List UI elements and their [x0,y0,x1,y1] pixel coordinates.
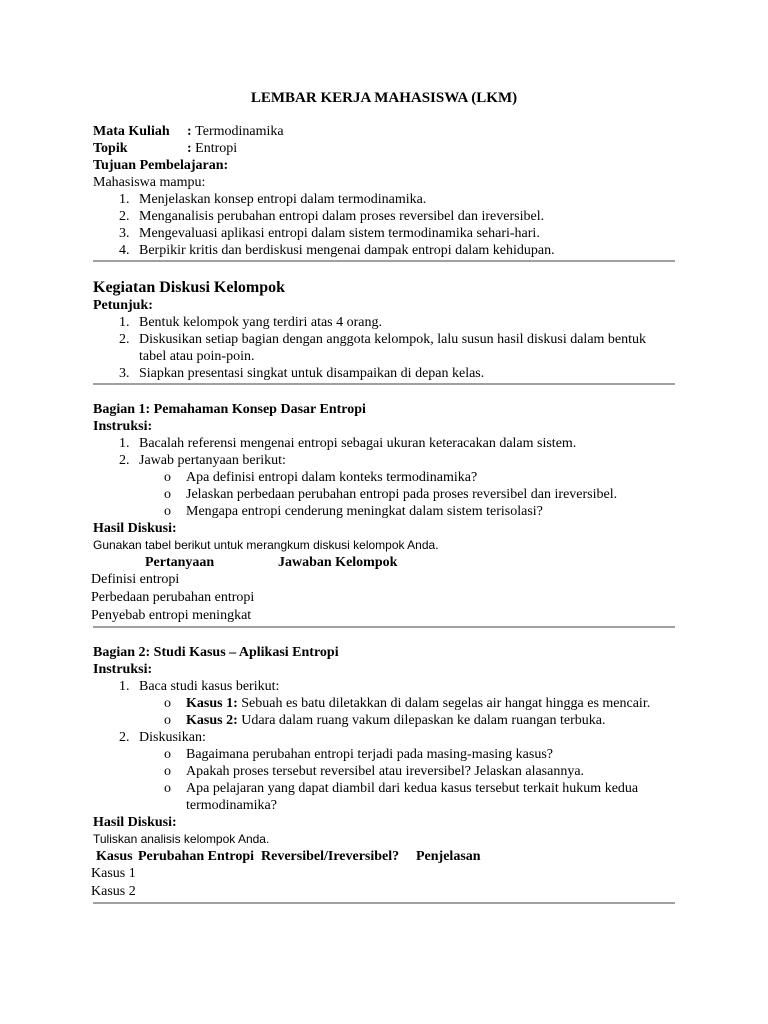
list-item: 1. Baca studi kasus berikut: [119,679,280,694]
list-item: o Mengapa entropi cenderung meningkat dalam sistem terisolasi? [164,504,543,519]
tujuan-list [93,191,675,259]
divider [93,383,675,385]
list-item: o Apa pelajaran yang dapat diambil dari kedua kasus tersebut terkait hukum kedua termodinamika? [164,781,639,813]
bagian2-list [93,729,675,746]
table-row: Kasus 1 [91,866,136,881]
tujuan-heading: Tujuan Pembelajaran: [93,158,229,173]
document-content [93,90,675,904]
list-item: 2. Jawab pertanyaan berikut: [119,453,286,468]
list-item: 2. Diskusikan: [119,730,206,745]
hasil-diskusi-note: Tuliskan analisis kelompok Anda. [93,832,270,846]
mata-kuliah-label: Mata Kuliah [93,124,170,139]
list-item: 1. Menjelaskan konsep entropi dalam termodinamika. [119,192,427,207]
tujuan-intro: Mahasiswa mampu: [93,175,206,190]
bagian2-list [93,678,675,695]
topik-row [93,140,675,157]
table-header-cell: Reversibel/Ireversibel? [261,849,400,864]
topik-label: Topik [93,141,128,156]
kegiatan-heading: Kegiatan Diskusi Kelompok [93,279,286,296]
mata-kuliah-value: Termodinamika [195,124,284,139]
list-item: o Apa definisi entropi dalam konteks termodinamika? [164,470,478,485]
table-row: Penyebab entropi meningkat [91,608,252,623]
list-item: o Bagaimana perubahan entropi terjadi pada masing-masing kasus? [164,747,553,762]
list-item: o Jelaskan perbedaan perubahan entropi pada proses reversibel dan ireversibel. [164,487,618,502]
list-item: 1. Bacalah referensi mengenai entropi sebagai ukuran keteracakan dalam sistem. [119,436,577,451]
kasus-list [93,695,675,729]
instruksi-label: Instruksi: [93,662,153,677]
list-item: 4. Berpikir kritis dan berdiskusi mengenai dampak entropi dalam kehidupan. [119,243,555,258]
hasil-diskusi-note: Gunakan tabel berikut untuk merangkum diskusi kelompok Anda. [93,538,439,552]
table-header-cell: Pertanyaan [145,555,215,570]
petunjuk-list [93,314,675,382]
document-title: LEMBAR KERJA MAHASISWA (LKM) [250,90,518,106]
divider [93,626,675,628]
list-item: o Kasus 1: Sebuah es batu diletakkan di dalam segelas air hangat hingga es mencair. [164,696,651,711]
list-item: 1. Bentuk kelompok yang terdiri atas 4 orang. [119,315,382,330]
list-item: 2. Diskusikan setiap bagian dengan anggota kelompok, lalu susun hasil diskusi dalam bentuk tabel atau poin-poin. [119,332,647,364]
table-row: Kasus 2 [91,884,136,899]
table-header-cell: Kasus [96,849,133,864]
list-item: o Apakah proses tersebut reversibel atau ireversibel? Jelaskan alasannya. [164,764,585,779]
hasil-diskusi-label: Hasil Diskusi: [93,815,177,830]
table-header [93,848,675,865]
list-item: 3. Mengevaluasi aplikasi entropi dalam sistem termodinamika sehari-hari. [119,226,540,241]
table-header [93,554,675,571]
bagian1-heading: Bagian 1: Pemahaman Konsep Dasar Entropi [93,402,366,417]
colon: : [187,124,192,139]
bagian2-heading: Bagian 2: Studi Kasus – Aplikasi Entropi [93,645,339,660]
colon: : [187,141,192,156]
table-header-cell: Perubahan Entropi [138,849,255,864]
table-header-cell: Penjelasan [416,849,481,864]
divider [93,260,675,262]
mata-kuliah-row [93,123,675,140]
table-row: Perbedaan perubahan entropi [91,590,255,605]
bagian1-list [93,435,675,469]
instruksi-label: Instruksi: [93,419,153,434]
list-item: 2. Menganalisis perubahan entropi dalam proses reversibel dan ireversibel. [119,209,545,224]
table-header-cell: Jawaban Kelompok [278,555,398,570]
table-row: Definisi entropi [91,572,180,587]
petunjuk-label: Petunjuk: [93,298,153,313]
list-item: o Kasus 2: Udara dalam ruang vakum dilepaskan ke dalam ruangan terbuka. [164,713,606,728]
hasil-diskusi-label: Hasil Diskusi: [93,521,177,536]
bagian1-questions [93,469,675,520]
topik-value: Entropi [195,141,238,156]
divider [93,902,675,904]
list-item: 3. Siapkan presentasi singkat untuk disampaikan di depan kelas. [119,366,485,381]
bagian2-questions [93,746,675,814]
